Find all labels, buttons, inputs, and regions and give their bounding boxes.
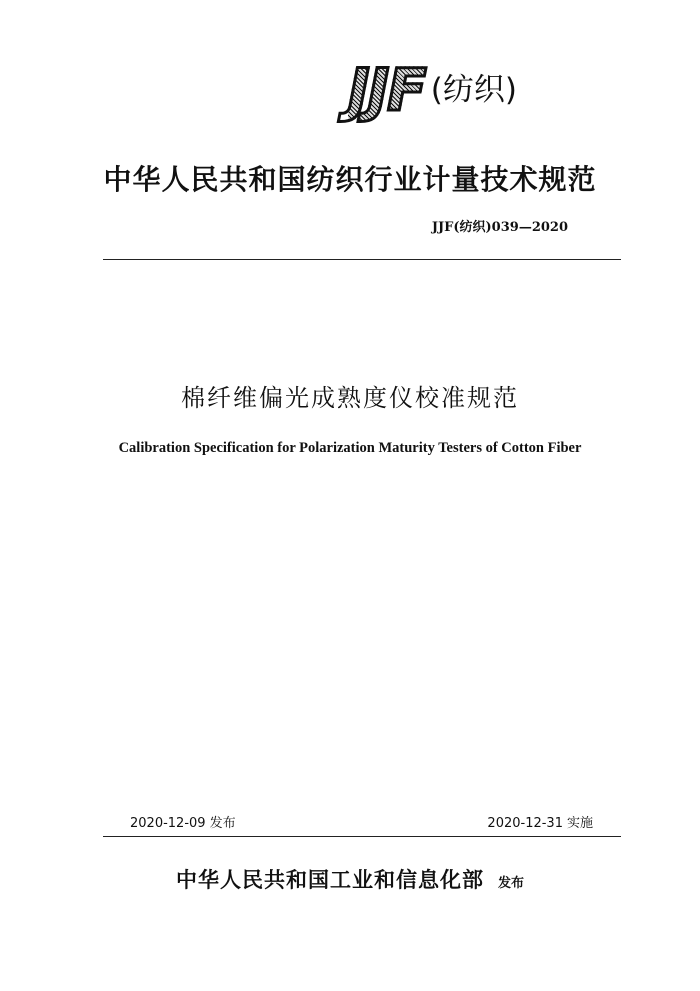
document-title-english: Calibration Specification for Polarization Maturity Testers of Cotton Fiber	[118, 440, 582, 456]
top-divider	[103, 259, 621, 260]
standard-number: JJF(纺织)039—2020	[431, 220, 568, 235]
effective-date-group	[487, 812, 593, 831]
logo-suffix: (纺织)	[430, 72, 517, 108]
publisher-row	[0, 864, 700, 894]
bottom-divider	[103, 836, 621, 837]
effective-label: 实施	[566, 816, 593, 831]
jjf-logo-mark: JJF	[348, 56, 425, 124]
publisher-name: 中华人民共和国工业和信息化部	[175, 868, 484, 892]
date-row	[130, 812, 593, 831]
document-title-chinese: 棉纤维偏光成熟度仪校准规范	[181, 384, 519, 412]
industry-spec-title: 中华人民共和国纺织行业计量技术规范	[103, 163, 597, 196]
issue-date-group	[130, 812, 236, 831]
publisher-verb: 发布	[497, 876, 524, 891]
issue-label: 发布	[209, 816, 236, 831]
effective-date: 2020-12-31	[487, 816, 563, 831]
standard-logo	[348, 56, 517, 124]
issue-date: 2020-12-09	[130, 816, 206, 831]
